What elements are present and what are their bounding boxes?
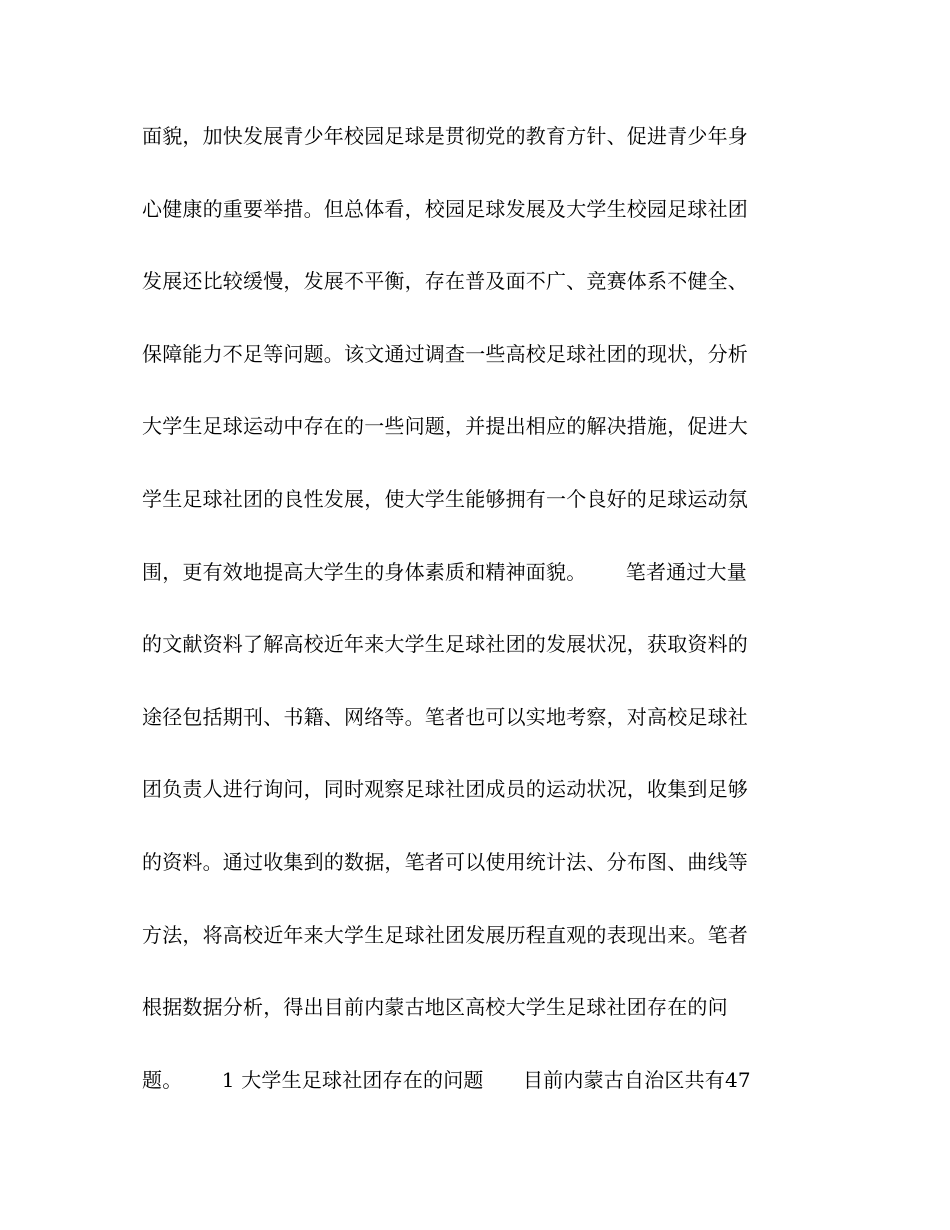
- text-line: 的文献资料了解高校近年来大学生足球社团的发展状况，获取资料的: [142, 632, 748, 657]
- text-line: 大学生足球运动中存在的一些问题，并提出相应的解决措施，促进大: [142, 414, 748, 439]
- body-text: [142, 116, 812, 1132]
- text-line: 的资料。通过收集到的数据，笔者可以使用统计法、分布图、曲线等: [142, 849, 748, 874]
- text-line: 团负责人进行询问，同时观察足球社团成员的运动状况，收集到足够: [142, 777, 748, 802]
- text-line: 方法，将高校近年来大学生足球社团发展历程直观的表现出来。笔者: [142, 922, 748, 947]
- text-line: 题。 1 大学生足球社团存在的问题 目前内蒙古自治区共有47: [142, 1067, 751, 1092]
- text-line: 发展还比较缓慢，发展不平衡，存在普及面不广、竞赛体系不健全、: [142, 269, 748, 294]
- text-line: 保障能力不足等问题。该文通过调查一些高校足球社团的现状，分析: [142, 341, 748, 366]
- text-line: 途径包括期刊、书籍、网络等。笔者也可以实地考察，对高校足球社: [142, 704, 748, 729]
- text-line: 学生足球社团的良性发展，使大学生能够拥有一个良好的足球运动氛: [142, 486, 748, 511]
- text-line: 围，更有效地提高大学生的身体素质和精神面貌。 笔者通过大量: [142, 559, 747, 584]
- text-line: 心健康的重要举措。但总体看，校园足球发展及大学生校园足球社团: [142, 196, 748, 221]
- text-line: 根据数据分析，得出目前内蒙古地区高校大学生足球社团存在的问: [142, 995, 728, 1020]
- text-line: 面貌，加快发展青少年校园足球是贯彻党的教育方针、促进青少年身: [142, 124, 748, 148]
